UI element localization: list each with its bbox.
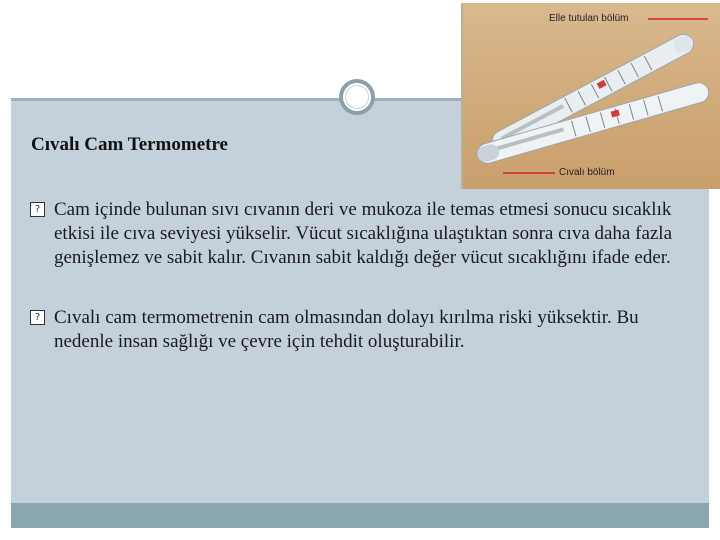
circle-ornament [339,79,375,115]
bullet-text: Cam içinde bulunan sıvı cıvanın deri ve mukoza ile temas etmesi sonucu sıcaklık etkisi ile cıva seviyesi yükselir. Vücut sıcaklığına ulaştıktan sonra cıva daha fazla genişlemez ve sabit kalır. Cıvanın sabit kaldığı değer vücut sıcaklığını ifade eder. [54,199,673,268]
thermometer-photo [461,3,720,189]
thermometer-illustration [463,3,720,189]
slide-title: Cıvalı Cam Termometre [31,134,228,155]
label-handle-section: Elle tutulan bölüm [549,13,629,24]
bullet-text: Cıvalı cam termometrenin cam olmasından dolayı kırılma riski yüksektir. Bu nedenle insan sağlığı ve çevre için tehdit oluşturabilir. [54,307,639,352]
bullet-marker-icon: ? [30,310,45,325]
bullet-item [30,198,680,270]
bullet-item [30,306,680,354]
bullet-marker-icon: ? [30,202,45,217]
footer-bar [11,503,709,528]
label-mercury-section: Cıvalı bölüm [559,167,615,178]
bullet-list [30,198,680,354]
